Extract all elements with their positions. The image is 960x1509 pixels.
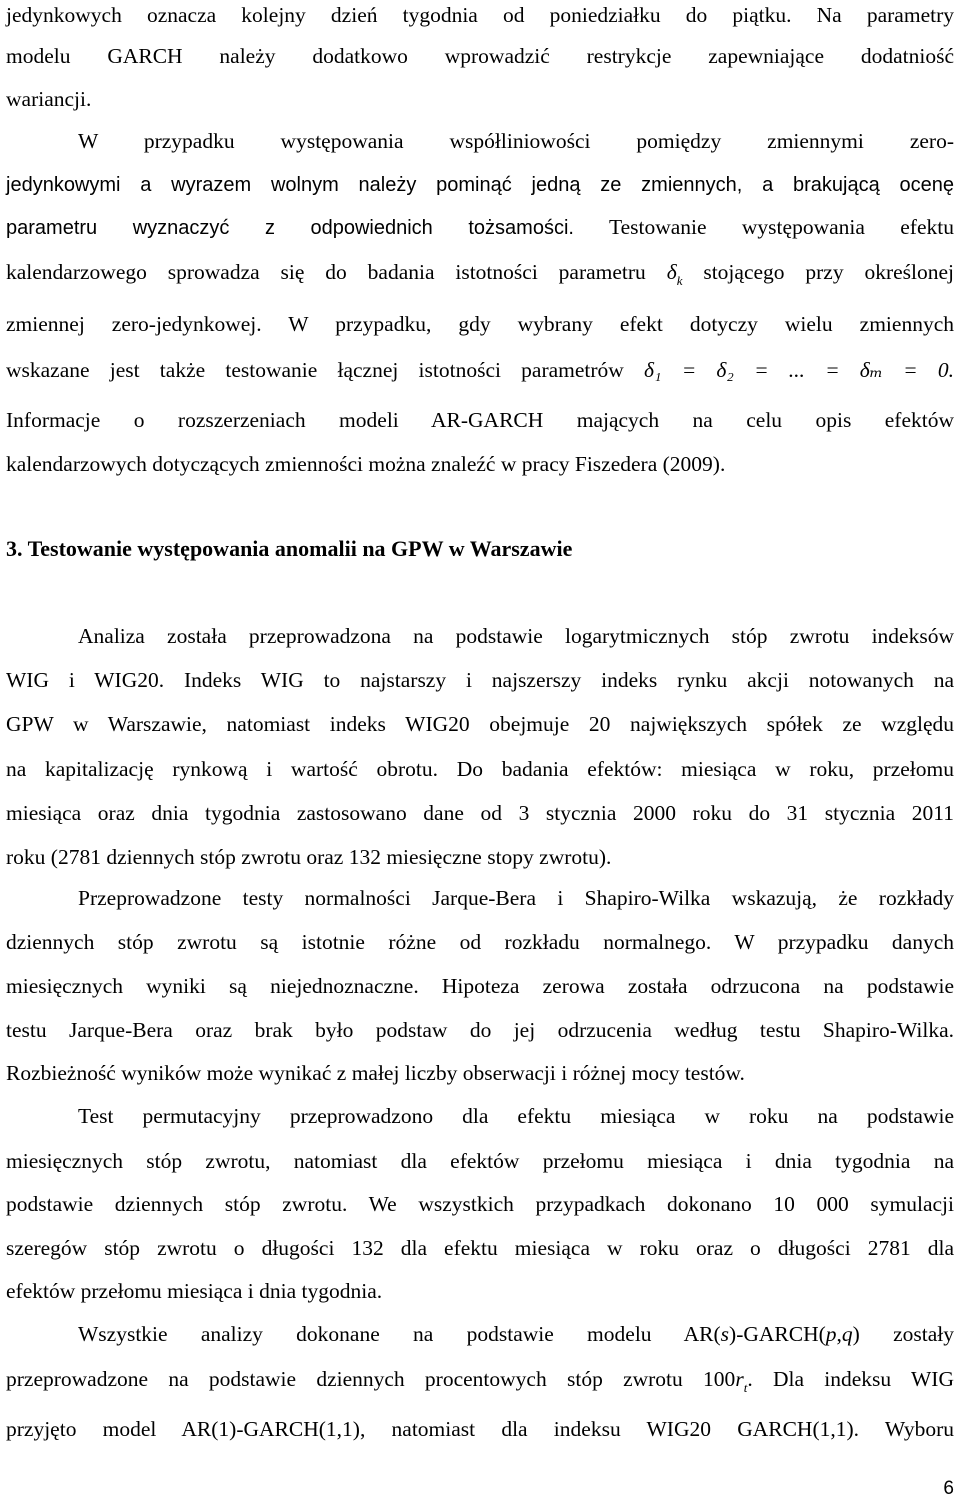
paragraph5-line-4: szeregów stóp zwrotu o długości 132 dla efektu miesiąca w roku oraz o długości 2781 dla — [6, 1236, 954, 1260]
paragraph4-line-5: Rozbieżność wyników może wynikać z małej liczby obserwacji i różnej mocy testów. — [6, 1061, 745, 1085]
paragraph6-line-1a: Wszystkie analizy dokonane na podstawie modelu AR( — [78, 1322, 721, 1346]
paragraph3-line-2: WIG i WIG20. Indeks WIG to najstarszy i najszerszy indeks rynku akcji notowanych na — [6, 668, 954, 692]
paragraph2-line-5: zmiennej zero-jedynkowej. W przypadku, gdy wybrany efekt dotyczy wielu zmiennych — [6, 312, 954, 336]
paragraph5-line-2: miesięcznych stóp zwrotu, natomiast dla efektów przełomu miesiąca i dnia tygodnia na — [6, 1149, 954, 1173]
paragraph3-line-6: roku (2781 dziennych stóp zwrotu oraz 132 miesięczne stopy zwrotu). — [6, 845, 612, 869]
subscript-k: k — [676, 273, 683, 288]
paragraph3-line-3: GPW w Warszawie, natomiast indeks WIG20 obejmuje 20 największych spółek ze względu — [6, 712, 954, 736]
paragraph2-line-7: Informacje o rozszerzeniach modeli AR-GARCH mających na celu opis efektów — [6, 408, 954, 432]
math-q: q — [841, 1322, 853, 1346]
paragraph6-line-2b: . Dla indeksu WIG — [747, 1367, 954, 1391]
math-comma: , — [836, 1322, 842, 1346]
math-r-t — [735, 1367, 748, 1395]
paragraph4-line-4: testu Jarque-Bera oraz brak było podstaw do jej odrzucenia według testu Shapiro-Wilka. — [6, 1018, 954, 1042]
paragraph2-line-4a: kalendarzowego sprowadza się do badania istotności parametru — [6, 260, 646, 284]
paragraph2-line-8: kalendarzowych dotyczących zmienności można znaleźć w pracy Fiszedera (2009). — [6, 452, 726, 476]
paragraph2-line-3b: Testowanie występowania efektu — [608, 215, 954, 239]
paragraph5-line-5: efektów przełomu miesiąca i dnia tygodnia. — [6, 1279, 383, 1303]
math-r: r — [735, 1367, 744, 1391]
paragraph2-line-1: W przypadku występowania współliniowości pomiędzy zmiennymi zero- — [78, 129, 954, 153]
paragraph2-line-2-text: jedynkowymi a wyrazem wolnym należy pominąć jedną ze zmiennych, a brakującą ocenę — [6, 174, 954, 196]
paragraph3-line-1: Analiza została przeprowadzona na podstawie logarytmicznych stóp zwrotu indeksów — [78, 624, 954, 648]
paragraph1-line-3: wariancji. — [6, 87, 92, 111]
paragraph6-line-2 — [6, 1364, 954, 1403]
paragraph1-line-1: jedynkowych oznacza kolejny dzień tygodnia od poniedziałku do piątku. Na parametry — [6, 3, 954, 27]
paragraph2-line-3a: parametru wyznaczyć z odpowiednich tożsamości. — [6, 217, 574, 239]
paragraph6-line-1 — [78, 1319, 954, 1349]
paragraph4-line-1: Przeprowadzone testy normalności Jarque-Bera i Shapiro-Wilka wskazują, że rozkłady — [78, 886, 954, 910]
paragraph5-line-1: Test permutacyjny przeprowadzono dla efektu miesiąca w roku na podstawie — [78, 1104, 954, 1128]
paragraph6-line-1c: ) zostały — [852, 1322, 954, 1346]
paragraph5-line-3: podstawie dziennych stóp zwrotu. We wszystkich przypadkach dokonano 10 000 symulacji — [6, 1192, 954, 1216]
math-p: p — [825, 1322, 837, 1346]
joint-hypothesis-formula: δ₁ = δ₂ = ... = δₘ = 0. — [644, 358, 954, 382]
math-s: s — [720, 1322, 730, 1346]
section-heading: 3. Testowanie występowania anomalii na GPW w Warszawie — [6, 536, 573, 561]
paragraph2-line-6a: wskazane jest także testowanie łącznej istotności parametrów — [6, 358, 624, 382]
paragraph2-line-6 — [6, 355, 954, 385]
delta-symbol: δ — [666, 260, 677, 284]
paragraph4-line-3: miesięcznych wyniki są niejednoznaczne. Hipoteza zerowa została odrzucona na podstawie — [6, 974, 954, 998]
paragraph2-line-3 — [6, 212, 954, 243]
paragraph6-line-1b: )-GARCH( — [729, 1322, 826, 1346]
subscript-t: t — [743, 1380, 748, 1395]
paragraph4-line-2: dziennych stóp zwrotu są istotnie różne od rozkładu normalnego. W przypadku danych — [6, 930, 954, 954]
paragraph2-line-2 — [6, 169, 954, 200]
paragraph3-line-5: miesiąca oraz dnia tygodnia zastosowano dane od 3 stycznia 2000 roku do 31 stycznia 2011 — [6, 801, 954, 825]
paragraph3-line-4: na kapitalizację rynkową i wartość obrotu. Do badania efektów: miesiąca w roku, przełomu — [6, 757, 954, 781]
paragraph2-line-4 — [6, 257, 954, 296]
paragraph6-line-3: przyjęto model AR(1)-GARCH(1,1), natomiast dla indeksu WIG20 GARCH(1,1). Wyboru — [6, 1417, 954, 1441]
paragraph2-line-4b: stojącego przy określonej — [703, 260, 955, 284]
page-number: 6 — [943, 1478, 954, 1499]
paragraph1-line-2: modelu GARCH należy dodatkowo wprowadzić restrykcje zapewniające dodatniość — [6, 44, 954, 68]
paragraph6-line-2a: przeprowadzone na podstawie dziennych procentowych stóp zwrotu 100 — [6, 1367, 736, 1391]
delta-k-symbol — [666, 260, 683, 288]
